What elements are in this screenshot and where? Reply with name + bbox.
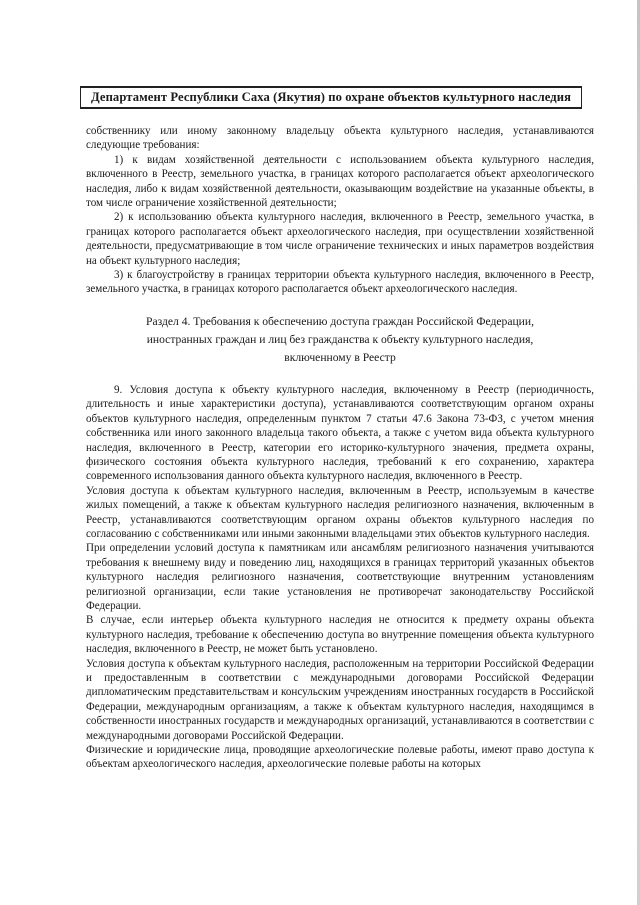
clause-9: 9. Условия доступа к объекту культурного наследия, включенному в Реестр (периодичность, длительность и иные характеристики доступа), устанавливаются соответствующим органом охраны объектов культурного наследия, определенным пунктом 7 статьи 47.6 Закона 73-ФЗ, с учетом мнения собственника или иного законного владельца такого объекта, а также с учетом вида объекта культурного наследия, включенного в Реестр, категории его историко-культурного значения, предмета охраны, физического состояния объекта культурного наследия, требований к его сохранению, характера современного использования данного объекта культурного наследия, включенного в Реестр. (86, 383, 594, 483)
paragraph-archaeological: Физические и юридические лица, проводящие археологические полевые работы, имеют право доступа к объектам археологического наследия, археологические полевые работы на которых (86, 744, 594, 771)
section-heading-line-1: Раздел 4. Требования к обеспечению доступа граждан Российской Федерации, (146, 314, 534, 328)
list-item-3: 3) к благоустройству в границах территории объекта культурного наследия, включенного в Реестр, земельного участка, в границах которого располагается объект археологического наследия. (86, 269, 594, 296)
section-heading (86, 313, 594, 367)
section-heading-line-2: иностранных граждан и лиц без гражданства к объекту культурного наследия, (146, 332, 534, 346)
list-item-2: 2) к использованию объекта культурного наследия, включенного в Реестр, земельного участка, в границах которого располагается объект археологического наследия, при осуществлении хозяйственной деятельности, предусматривающие в том числе ограничение технических и иных параметров воздействия на объект культурного наследия; (86, 211, 594, 267)
document-header (80, 86, 582, 109)
section-heading-line-3: включенному в Реестр (284, 350, 396, 364)
header-title: Департамент Республики Саха (Якутия) по охране объектов культурного наследия (90, 90, 572, 104)
document-body (86, 124, 594, 772)
list-item-1: 1) к видам хозяйственной деятельности с использованием объекта культурного наследия, включенного в Реестр, земельного участка, в границах которого располагается объект археологического наследия, либо к видам хозяйственной деятельности, оказывающим воздействие на указанные объекты, в том числе ограничение хозяйственной деятельности; (86, 153, 594, 210)
paragraph-diplomatic: Условия доступа к объектам культурного наследия, расположенным на территории Российской Федерации и предоставленным в соответствии с международными договорами Российской Федерации дипломатическим представительствам и консульским учреждениям иностранных государств в Российской Федерации, международным организациям, а также к объектам культурного наследия, находящимся в собственности иностранных государств и международных организаций, устанавливаются в соответствии с международными договорами Российской Федерации. (86, 657, 594, 742)
paragraph-continuation: собственнику или иному законному владельцу объекта культурного наследия, устанавливаются следующие требования: (86, 125, 594, 152)
paragraph-residential-access: Условия доступа к объектам культурного наследия, включенным в Реестр, используемым в качестве жилых помещений, а также к объектам культурного наследия религиозного назначения, включенным в Реестр, устанавливаются соответствующим органом охраны объектов культурного наследия по согласованию с собственниками или иными законными владельцами этих объектов культурного наследия. (86, 484, 594, 540)
paragraph-religious-access: При определении условий доступа к памятникам или ансамблям религиозного назначения учитываются требования к внешнему виду и поведению лиц, находящихся в границах территорий указанных объектов культурного наследия религиозного назначения, соответствующие внутренним установлениям религиозной организации, если такие установления не противоречат законодательству Российской Федерации. (86, 542, 594, 612)
paragraph-interior: В случае, если интерьер объекта культурного наследия не относится к предмету охраны объекта культурного наследия, требование к обеспечению доступа во внутренние помещения объекта культурного наследия, включенного в Реестр, не может быть установлено. (86, 614, 594, 656)
